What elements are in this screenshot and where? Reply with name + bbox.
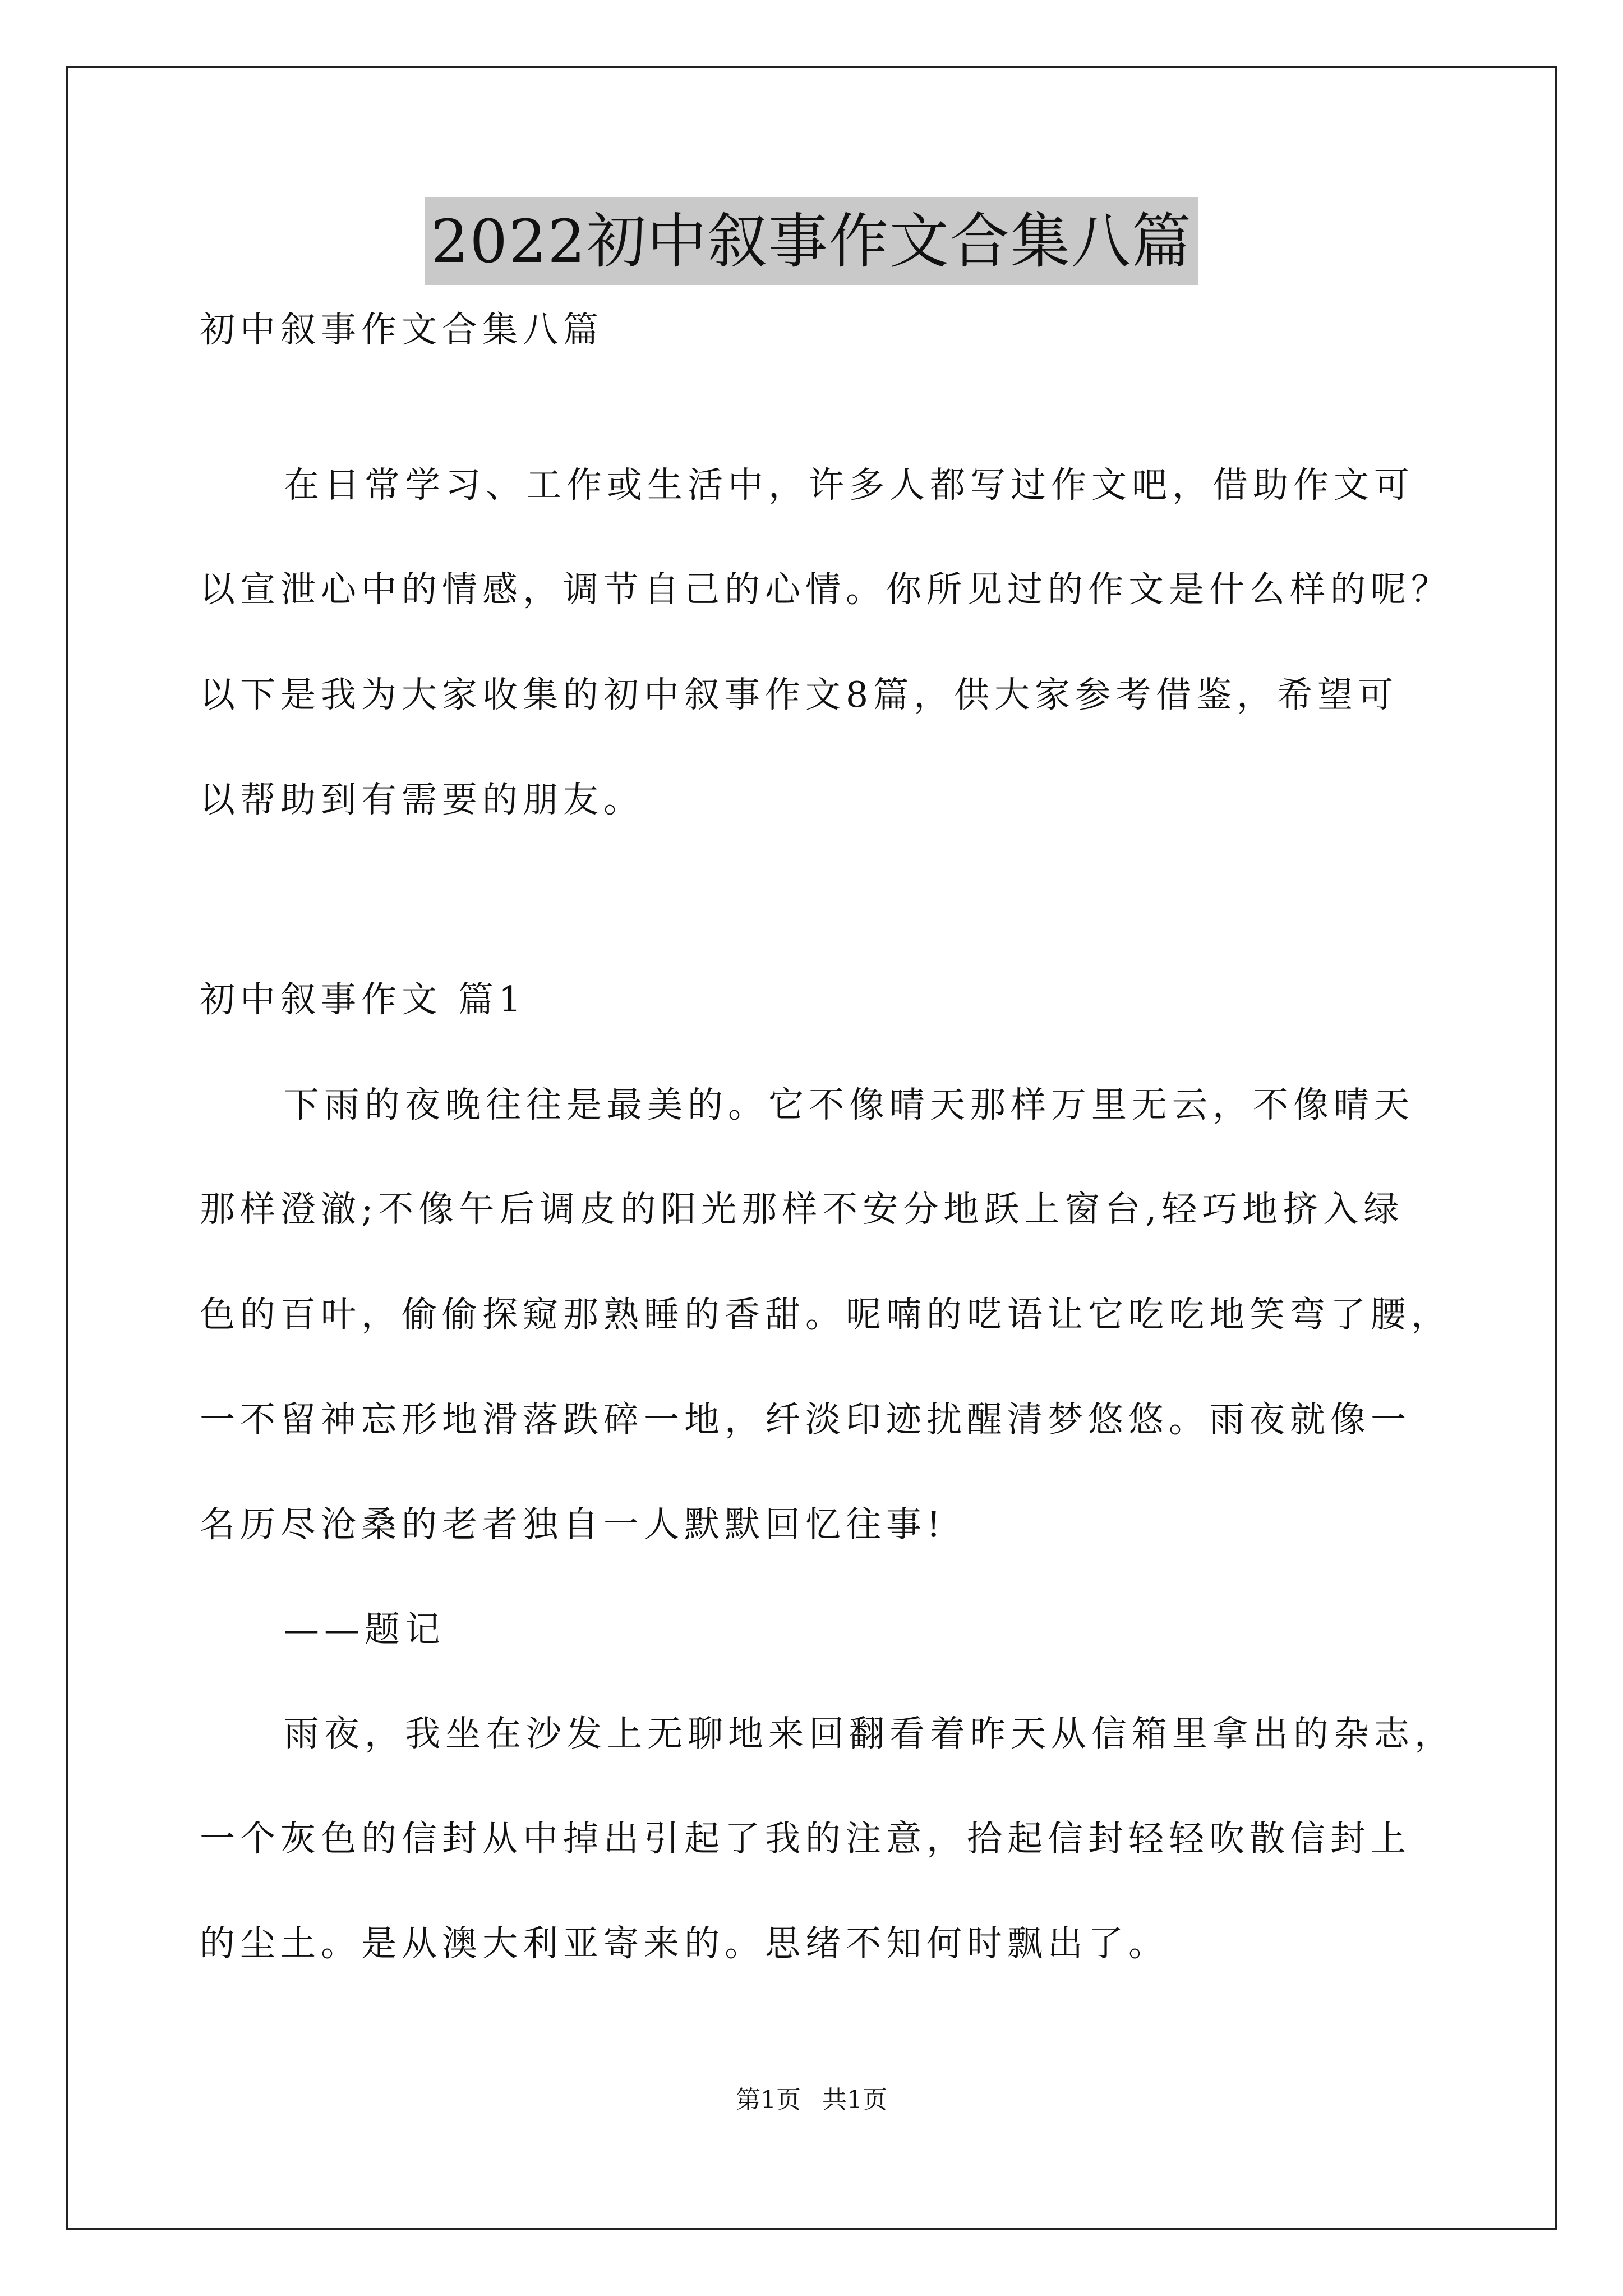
title-container bbox=[0, 197, 1623, 285]
page-border bbox=[66, 66, 1557, 2230]
para1-line-1: 下雨的夜晚往往是最美的。它不像晴天那样万里无云，不像晴天 bbox=[284, 1084, 1414, 1125]
para1-line-2: 那样澄澈;不像午后调皮的阳光那样不安分地跃上窗台,轻巧地挤入绿 bbox=[200, 1189, 1404, 1230]
para1-line-4: 一不留神忘形地滑落跌碎一地，纤淡印迹扰醒清梦悠悠。雨夜就像一 bbox=[200, 1399, 1411, 1440]
para1-line-3: 色的百叶，偷偷探窥那熟睡的香甜。呢喃的呓语让它吃吃地笑弯了腰， bbox=[200, 1294, 1451, 1335]
section-heading: 初中叙事作文 篇1 bbox=[200, 979, 527, 1020]
document-title: 2022初中叙事作文合集八篇 bbox=[425, 197, 1198, 285]
para2-line-2: 一个灰色的信封从中掉出引起了我的注意，拾起信封轻轻吹散信封上 bbox=[200, 1818, 1411, 1859]
para2-line-1: 雨夜，我坐在沙发上无聊地来回翻看着昨天从信箱里拿出的杂志， bbox=[284, 1713, 1455, 1754]
epigraph: ——题记 bbox=[284, 1609, 445, 1650]
intro-line-2: 以宣泄心中的情感，调节自己的心情。你所见过的作文是什么样的呢？ bbox=[200, 569, 1451, 610]
page-number: 第1页 bbox=[736, 2086, 801, 2114]
document-subtitle: 初中叙事作文合集八篇 bbox=[200, 309, 603, 350]
intro-line-1: 在日常学习、工作或生活中，许多人都写过作文吧，借助作文可 bbox=[284, 464, 1414, 505]
para2-line-3: 的尘土。是从澳大利亚寄来的。思绪不知何时飘出了。 bbox=[200, 1923, 1169, 1964]
intro-line-3: 以下是我为大家收集的初中叙事作文8篇，供大家参考借鉴，希望可 bbox=[200, 674, 1399, 715]
page-footer bbox=[0, 2085, 1623, 2116]
intro-line-4: 以帮助到有需要的朋友。 bbox=[200, 779, 644, 820]
para1-line-5: 名历尽沧桑的老者独自一人默默回忆往事! bbox=[200, 1504, 946, 1545]
page-total: 共1页 bbox=[822, 2086, 887, 2114]
